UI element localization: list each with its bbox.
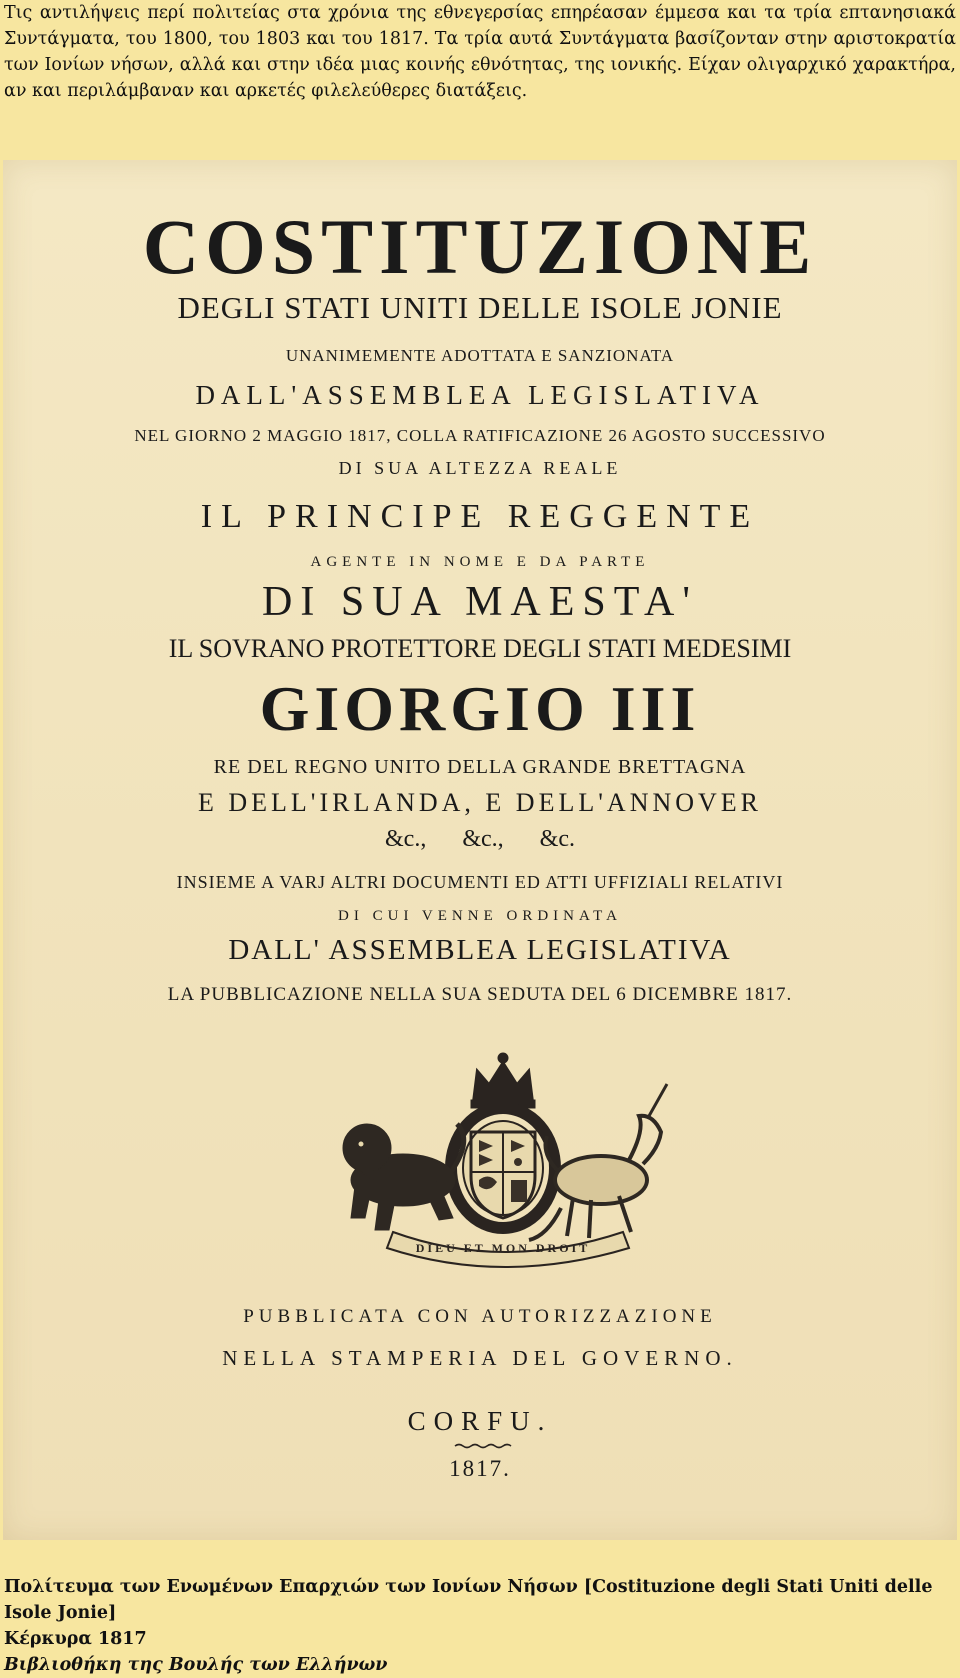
title-page-line: DALL'ASSEMBLEA LEGISLATIVA — [195, 380, 765, 410]
title-page-line: UNANIMEMENTE ADOTTATA E SANZIONATA — [285, 346, 675, 365]
title-page-line: NEL GIORNO 2 MAGGIO 1817, COLLA RATIFICAZIONE 26 AGOSTO SUCCESSIVO — [134, 426, 826, 445]
title-page-line: NELLA STAMPERIA DEL GOVERNO. — [222, 1346, 738, 1370]
title-page-line: E DELL'IRLANDA, E DELL'ANNOVER — [197, 788, 763, 817]
title-page-line: DI SUA ALTEZZA REALE — [338, 458, 622, 478]
title-page-line: DEGLI STATI UNITI DELLE ISOLE JONIE — [177, 290, 783, 325]
title-page-line: DI SUA MAESTA' — [262, 579, 698, 625]
caption-title: Πολίτευμα των Ενωμένων Επαρχιών των Ιονίων Νήσων [Costituzione degli Stati Uniti delle Isole Jonie] — [4, 1577, 933, 1623]
title-page-king-name: GIORGIO III — [259, 673, 701, 744]
title-page-line: IL SOVRANO PROTETTORE DEGLI STATI MEDESIMI — [168, 634, 792, 663]
crest-motto: DIEU ET MON DROIT — [415, 1241, 591, 1255]
title-page-line: INSIEME A VARJ ALTRI DOCUMENTI ED ATTI UFFIZIALI RELATIVI — [176, 872, 784, 892]
title-page-heading: COSTITUZIONE — [142, 203, 818, 290]
title-page-line: PUBBLICATA CON AUTORIZZAZIONE — [243, 1306, 717, 1327]
royal-coat-of-arms-icon — [333, 1040, 673, 1270]
title-page-line: DI CUI VENNE ORDINATA — [338, 908, 622, 924]
title-page-line: &c., &c., &c. — [385, 826, 575, 852]
title-page-line: DALL' ASSEMBLEA LEGISLATIVA — [228, 934, 732, 966]
title-page-year: 1817. — [449, 1456, 511, 1481]
title-page-scan — [3, 160, 957, 1540]
figure-caption — [4, 1574, 956, 1678]
intro-paragraph: Τις αντιλήψεις περί πολιτείας στα χρόνια της εθνεγερσίας επηρέασαν έμμεσα και τα τρία επτανησιακά Συντάγματα, του 1800, του 1803 και του 1817. Τα τρία αυτά Συντάγματα βασίζονταν στην αριστοκρατία των Ιονίων νήσων, αλλά και στην ιδέα μιας κοινής εθνότητας, της ιονικής. Είχαν ολιγαρχικό χαρακτήρα, αν και περιλάμβαναν και αρκετές φιλελεύθερες διατάξεις. — [4, 3, 956, 101]
caption-source: Βιβλιοθήκη της Βουλής των Ελλήνων — [4, 1655, 388, 1675]
title-page-line: IL PRINCIPE REGGENTE — [200, 498, 760, 535]
title-page-line: RE DEL REGNO UNITO DELLA GRANDE BRETTAGNA — [213, 756, 747, 778]
ornament-rule-icon — [453, 1443, 513, 1449]
title-page-line: LA PUBBLICAZIONE NELLA SUA SEDUTA DEL 6 DICEMBRE 1817. — [167, 984, 793, 1005]
title-page-place: CORFU. — [407, 1406, 553, 1436]
caption-place-year: Κέρκυρα 1817 — [4, 1629, 147, 1649]
title-page-line: AGENTE IN NOME E DA PARTE — [310, 554, 650, 570]
